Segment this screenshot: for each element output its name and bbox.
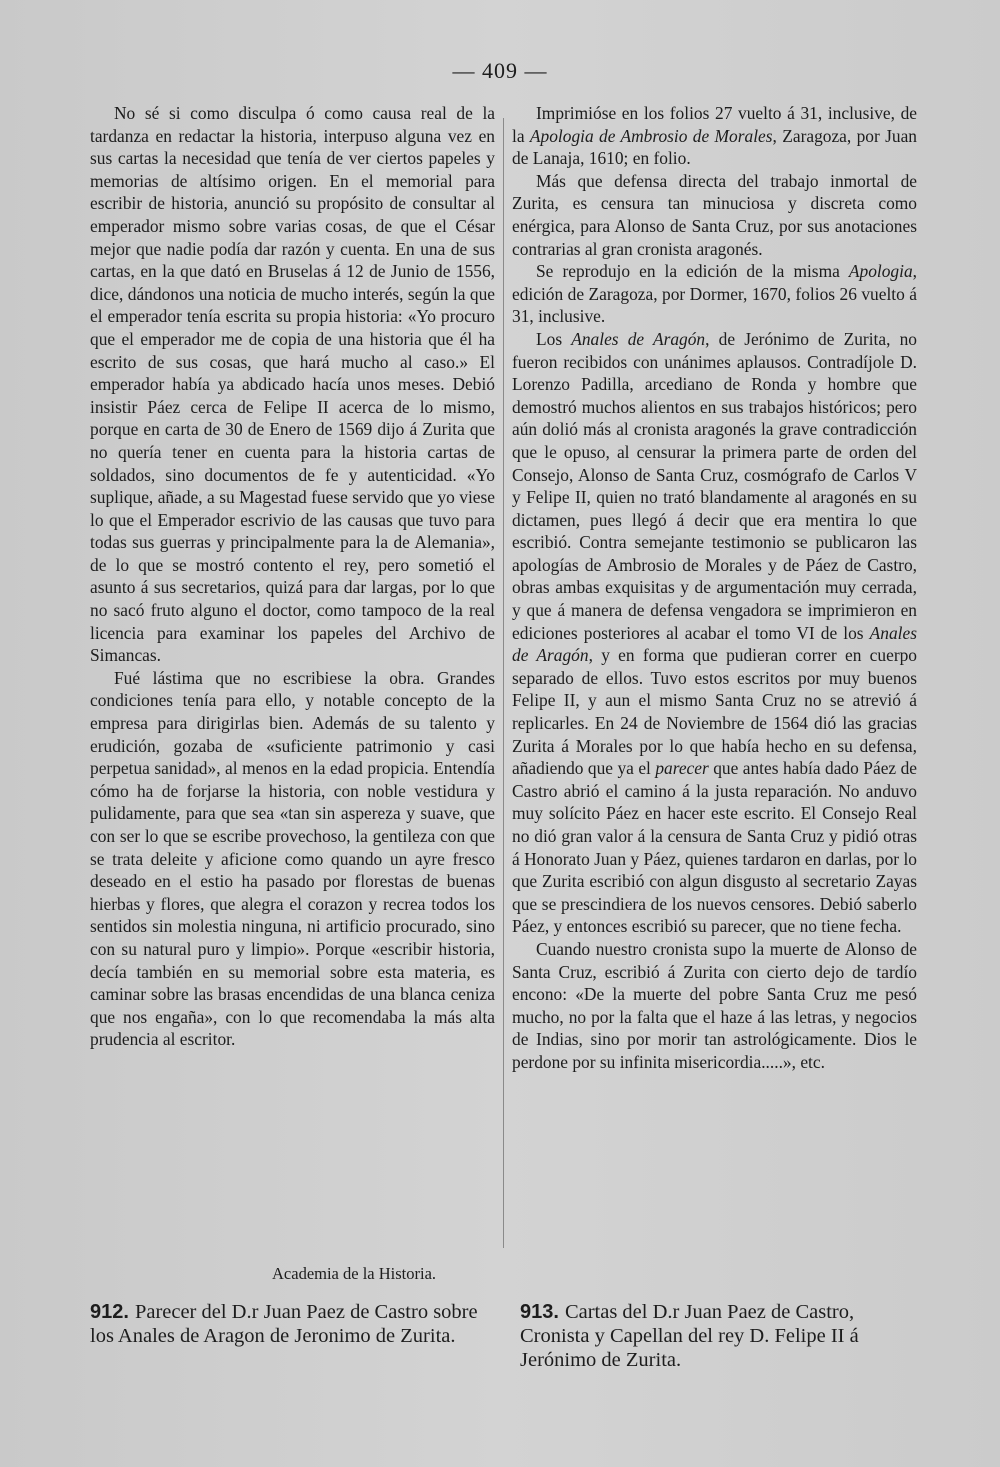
paragraph: No sé si como disculpa ó como causa real de la tardanza en redactar la historia, interpuso alguna vez en sus cartas la necesidad que tenía de ver ciertos papeles y memorias de altísimo origen. En el memorial para escribir de historia, anunció su propósito de consultar al emperador mismo sobre varias cosas, de que el César mejor que nadie podía dar razón y cuenta. En una de sus cartas, en la que dató en Bruselas á 12 de Junio de 1556, dice, dándonos una noticia de mucho interés, según la que el emperador tenía escrita su propia historia: «Yo procuro que el emperador me de copia de una historia que él ha escrito de sus cosas, que hará mucho al caso.» El emperador había ya abdicado hacía unos meses. Debió insistir Páez cerca de Felipe II acerca de lo mismo, porque en carta de 30 de Enero de 1569 dijo á Zurita que no quería tener en cuenta para la historia cartas de soldados, sino documentos de fe y autenticidad. «Yo suplique, añade, a su Magestad fuese servido que yo viese lo que el Emperador escrivio de las causas que tuvo para todas sus guerras y principalmente para la de Alemania», de lo que se mostró contento el rey, pero sometió el asunto á sus secretarios, quizá para dar largas, por lo que no sacó fruto alguno el doctor, como tampoco de la real licencia para examinar los papeles del Archivo de Simancas. bbox=[90, 103, 495, 666]
paragraph: Se reprodujo en la edición de la misma Apologia, edición de Zaragoza, por Dormer, 1670, folios 26 vuelto á 31, inclusive. bbox=[512, 261, 917, 327]
left-column bbox=[90, 102, 495, 1051]
column-divider bbox=[503, 118, 504, 1248]
entry-number: 912. bbox=[90, 1301, 129, 1323]
paragraph: Más que defensa directa del trabajo inmortal de Zurita, es censura tan minuciosa y discreta como enérgica, para Alonso de Santa Cruz, por sus anotaciones contrarias al gran cronista aragonés. bbox=[512, 170, 917, 259]
paragraph: Los Anales de Aragón, de Jerónimo de Zurita, no fueron recibidos con unánimes aplausos. Contradíjole D. Lorenzo Padilla, arcediano de Ronda y hombre que demostró muchos alientos en sus trabajos históricos; pero aún dolió más al cronista aragonés la grave contradicción que le opuso, al censurar la primera parte de orden del Consejo, Alonso de Santa Cruz, cosmógrafo de Carlos V y Felipe II, quien no trató blandamente al aragonés en su dictamen, pues llegó á decir que era mentira lo que escribió. Contra semejante testimonio se publicaron las apologías de Ambrosio de Morales y de Páez de Castro, obras ambas exquisitas y de argumentación muy cerrada, y que á manera de defensa vengadora se imprimieron en ediciones posteriores al acabar el tomo VI de los Anales de Aragón, y en forma que pudieran correr en cuerpo separado de ellos. Tuvo estos escritos por muy buenos Felipe II, y aun el mismo Santa Cruz no se atrevió á replicarles. En 24 de Noviembre de 1564 dió las gracias Zurita á Morales por lo que había hecho en su defensa, añadiendo que ya el parecer que antes había dado Páez de Castro abrió el camino á la justa reparación. No anduvo muy solícito Páez en hacer este escrito. El Consejo Real no dió gran valor á la censura de Santa Cruz y pidió otras á Honorato Juan y Páez, quienes tardaron en darlas, por lo que Zurita escribió con algun disgusto al secretario Zayas que se prescindiera de los nuevos censores. Debió saberlo Páez, y entonces escribió su parecer, que no tiene fecha. bbox=[512, 328, 917, 937]
entry-number: 913. bbox=[520, 1301, 559, 1323]
signature: Academia de la Historia. bbox=[272, 1264, 437, 1283]
page-number: — 409 — bbox=[452, 58, 548, 83]
right-column bbox=[512, 102, 917, 1074]
entry-title: Parecer del D.r Juan Paez de Castro sobre los Anales de Aragon de Jeronimo de Zurita. bbox=[90, 1301, 478, 1347]
entry-title: Cartas del D.r Juan Paez de Castro, Cronista y Capellan del rey D. Felipe II á Jerónimo de Zurita. bbox=[520, 1301, 859, 1371]
paragraph: Imprimióse en los folios 27 vuelto á 31, inclusive, de la Apologia de Ambrosio de Morales, Zaragoza, por Juan de Lanaja, 1610; en folio. bbox=[512, 103, 918, 169]
catalog-entry-912 bbox=[90, 1300, 490, 1348]
paragraph: Cuando nuestro cronista supo la muerte de Alonso de Santa Cruz, escribió á Zurita con cierto dejo de tardío encono: «De la muerte del pobre Santa Cruz me pesó mucho, no por la falta que el haze á las letras, y negocios de Indias, sino por morir tan astrológicamente. Dios le perdone por su infinita misericordia.....», etc. bbox=[512, 938, 917, 1072]
paragraph: Fué lástima que no escribiese la obra. Grandes condiciones tenía para ello, y notable concepto de la empresa para dirigirlas bien. Además de su talento y erudición, gozaba de «suficiente patrimonio y casi perpetua sanidad», al menos en la edad propicia. Entendía cómo ha de forjarse la historia, con noble vestidura y pulidamente, para que sea «tan sin aspereza y suave, que con ser lo que se escribe provechoso, la gentileza con que se trata deleite y aficione como quando un ayre fresco deseado en el estio ha pasado por florestas de buenas hierbas y flores, que alegra el corazon y recrea todos los sentidos sin molestia ninguna, ni artificio procurado, sino con su natural puro y limpio». Porque «escribir historia, decía también en su memorial sobre esta materia, es caminar sobre las brasas encendidas de una blanca ceniza que nos engaña», con lo que recomendaba la más alta prudencia al escritor. bbox=[90, 667, 495, 1050]
catalog-entry-913 bbox=[520, 1300, 920, 1372]
